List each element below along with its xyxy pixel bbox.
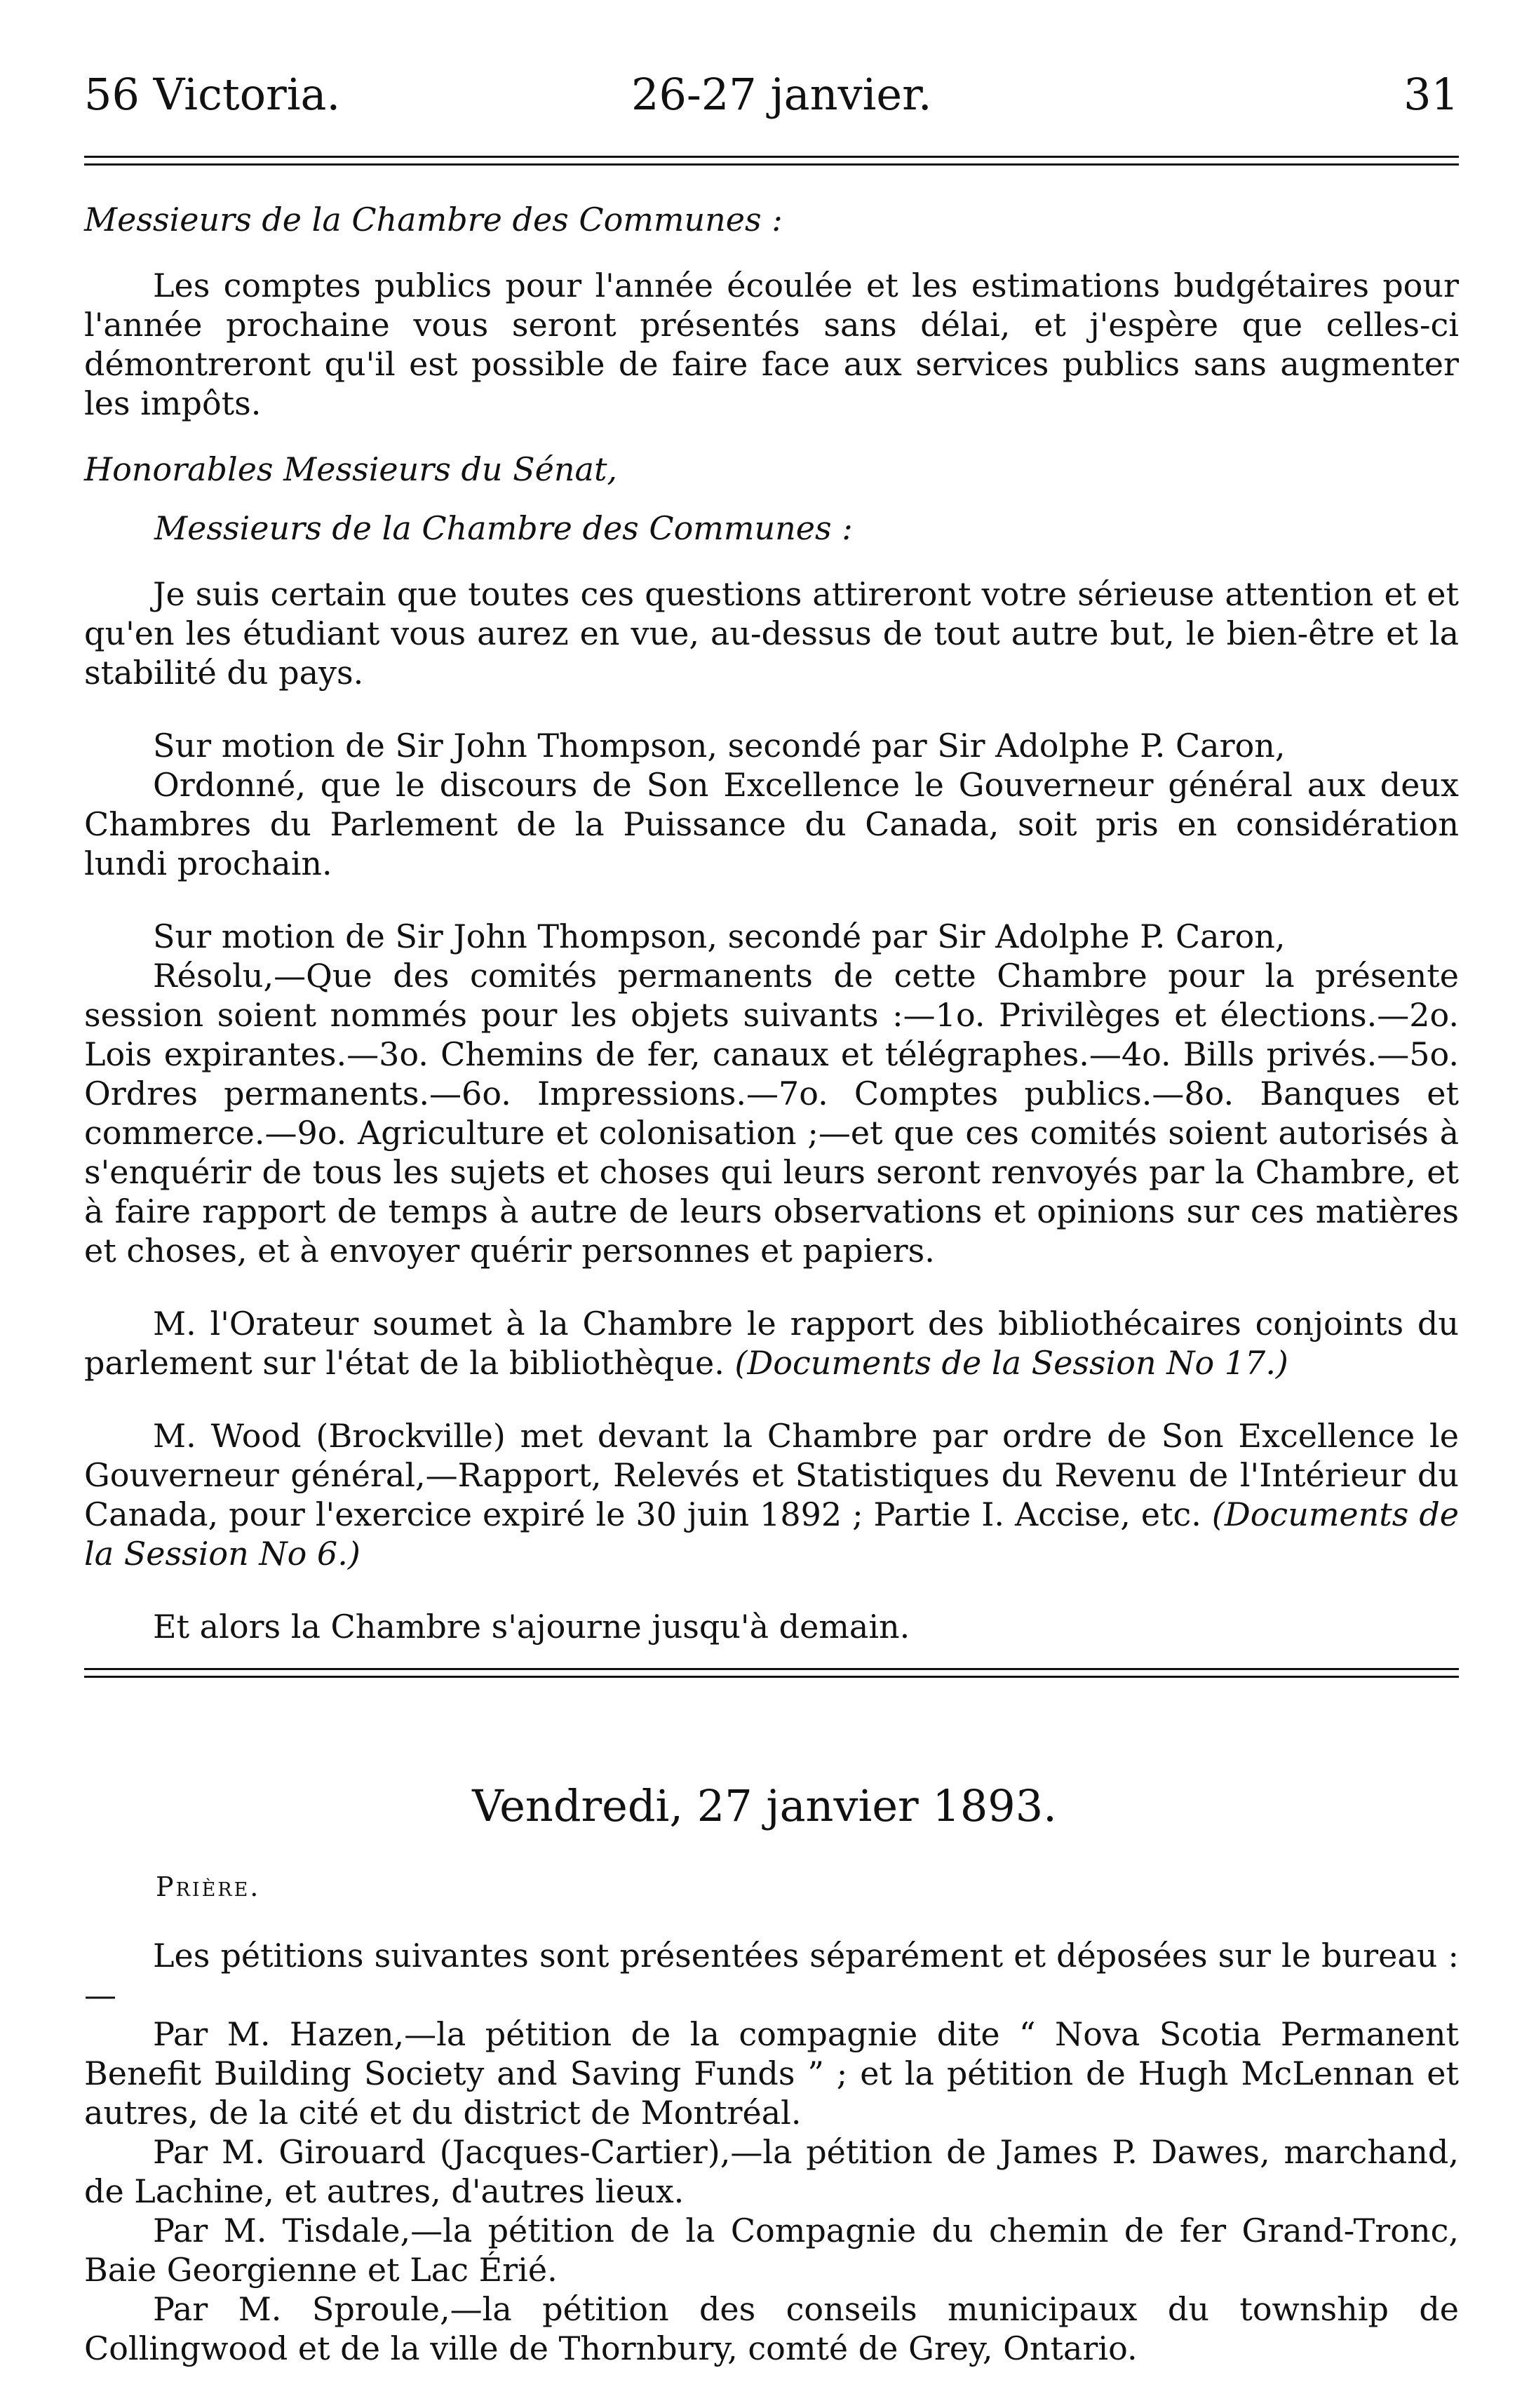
petition-girouard: Par M. Girouard (Jacques-Cartier),—la pétition de James P. Dawes, marchand, de Lachine, et autres, d'autres lieux. [84, 2133, 1459, 2210]
paragraph-certain: Je suis certain que toutes ces questions attireront votre sérieuse attention et et qu'en les étudiant vous aurez en vue, au-dessus de tout autre but, le bien-être et la stabilité du pays. [84, 575, 1459, 692]
orateur-paragraph [84, 1304, 1459, 1383]
orateur-text: M. l'Orateur soumet à la Chambre le rapport des bibliothécaires conjoints du parlement sur l'état de la bibliothèque. [84, 1305, 1459, 1382]
day-title: Vendredi, 27 janvier 1893. [472, 1780, 1057, 1831]
motion-2-mover: Sur motion de Sir John Thompson, secondé par Sir Adolphe P. Caron, [153, 917, 1286, 955]
section-rule [84, 1668, 1459, 1678]
address-communes-2: Messieurs de la Chambre des Communes : [154, 509, 853, 547]
wood-document-ref: (Documents de la Session No 6.) [84, 1495, 1460, 1573]
petitions-intro: Les pétitions suivantes sont présentées séparément et déposées sur le bureau :— [84, 1937, 1459, 2014]
page-header [84, 63, 1459, 126]
wood-paragraph [84, 1416, 1459, 1573]
motion-2-text: Résolu,—Que des comités permanents de cette Chambre pour la présente session soient nommés pour les objets suivants :—1o. Privilèges et élections.—2o. Lois expirantes.—3o. Chemins de fer, canaux et télégraphes.—4o. Bills privés.—5o. Ordres permanents.—6o. Impressions.—7o. Comptes publics.—8o. Banques et commerce.—9o. Agriculture et colonisation ;—et que ces comités soient autorisés à s'enquérir de tous les sujets et choses qui leurs seront renvoyés par la Chambre, et à faire rapport de temps à autre de leurs observations et opinions sur ces matières et choses, et à envoyer quérir personnes et papiers. [84, 957, 1459, 1270]
orateur-document-ref: (Documents de la Session No 17.) [734, 1344, 1288, 1382]
date-range: 26-27 janvier. [631, 69, 932, 120]
petition-tisdale: Par M. Tisdale,—la pétition de la Compagnie du chemin de fer Grand-Tronc, Baie Georgienne et Lac Érié. [84, 2212, 1459, 2289]
motion-1-mover: Sur motion de Sir John Thompson, secondé par Sir Adolphe P. Caron, [153, 727, 1286, 765]
petitions-section [84, 1936, 1459, 2368]
session-label: 56 Victoria. [84, 69, 341, 120]
address-communes: Messieurs de la Chambre des Communes : [84, 201, 783, 238]
petition-sproule: Par M. Sproule,—la pétition des conseils municipaux du township de Collingwood et de la ville de Thornbury, comté de Grey, Ontario. [84, 2290, 1459, 2367]
page-number: 31 [1403, 69, 1459, 120]
motion-1-text: Ordonné, que le discours de Son Excellence le Gouverneur général aux deux Chambres du Parlement de la Puissance du Canada, soit pris en considération lundi prochain. [84, 766, 1459, 882]
address-senat: Honorables Messieurs du Sénat, [84, 450, 618, 488]
paragraph-comptes: Les comptes publics pour l'année écoulée et les estimations budgétaires pour l'année prochaine vous seront présentés sans délai, et j'espère que celles-ci démontreront qu'il est possible de faire face aux services publics sans augmenter les impôts. [84, 267, 1459, 422]
priere-label: Prière. [156, 1871, 261, 1902]
speech-continuation [84, 200, 1459, 1646]
header-rule [84, 156, 1459, 166]
petition-hazen: Par M. Hazen,—la pétition de la compagnie dite “ Nova Scotia Permanent Benefit Building Society and Saving Funds ” ; et la pétition de Hugh McLennan et autres, de la cité et du district de Montréal. [84, 2015, 1459, 2132]
adjournment: Et alors la Chambre s'ajourne jusqu'à demain. [153, 1608, 910, 1646]
wood-text: M. Wood (Brockville) met devant la Chambre par ordre de Son Excellence le Gouverneur général,—Rapport, Relevés et Statistiques du Revenu de l'Intérieur du Canada, pour l'exercice expiré le 30 juin 1892 ; Partie I. Accise, etc. [84, 1417, 1459, 1533]
